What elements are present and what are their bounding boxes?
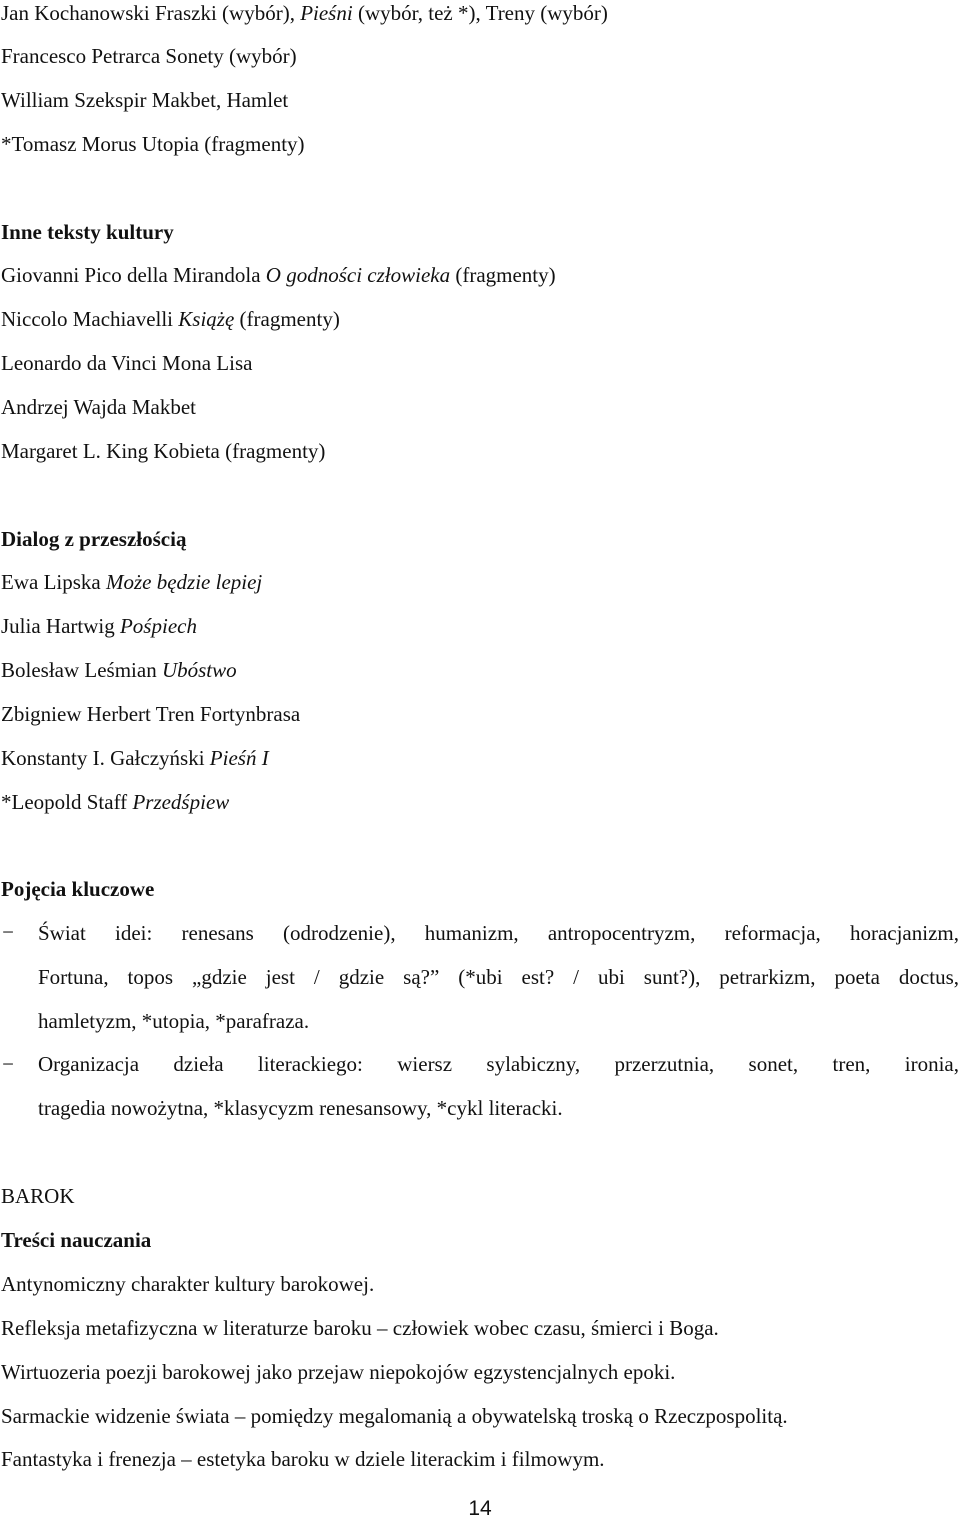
reading-galczynski: Konstanty I. Gałczyński Pieśń I	[1, 746, 269, 770]
concepts-world-of-ideas: Świat idei: renesans (odrodzenie), humanizm, antropocentryzm, reformacja, horacjanizm, Fortuna, topos „gdzie jest / gdzie są?” (*ubi est? / ubi sunt?), petrarkizm, poeta doctus, hamletyzm, *utopia, *parafraza.	[38, 921, 959, 1033]
page-number: 14	[468, 1497, 492, 1520]
content-item: Wirtuozeria poezji barokowej jako przejaw niepokojów egzystencjalnych epoki.	[1, 1360, 676, 1384]
section-heading-content: Treści nauczania	[1, 1228, 152, 1252]
reading-morus: *Tomasz Morus Utopia (fragmenty)	[1, 132, 305, 156]
reading-kochanowski: Jan Kochanowski Fraszki (wybór), Pieśni (wybór, też *), Treny (wybór)	[1, 1, 608, 25]
reading-petrarca: Francesco Petrarca Sonety (wybór)	[1, 44, 297, 68]
reading-wajda: Andrzej Wajda Makbet	[1, 395, 197, 419]
bullet-dash: −	[2, 920, 14, 944]
reading-herbert: Zbigniew Herbert Tren Fortynbrasa	[1, 702, 301, 726]
reading-staff: *Leopold Staff Przedśpiew	[1, 790, 230, 814]
bullet-dash: −	[2, 1052, 14, 1076]
reading-king: Margaret L. King Kobieta (fragmenty)	[1, 439, 326, 463]
section-heading-key-concepts: Pojęcia kluczowe	[1, 877, 155, 901]
section-heading-culture: Inne teksty kultury	[1, 220, 174, 244]
reading-lesmian: Bolesław Leśmian Ubóstwo	[1, 658, 237, 682]
reading-leonardo: Leonardo da Vinci Mona Lisa	[1, 351, 253, 375]
reading-pico: Giovanni Pico della Mirandola O godności człowieka (fragmenty)	[1, 263, 556, 287]
content-item: Sarmackie widzenie świata – pomiędzy megalomanią a obywatelską troską o Rzeczpospolitą.	[1, 1404, 788, 1428]
era-title-baroque: BAROK	[1, 1184, 75, 1208]
reading-lipska: Ewa Lipska Może będzie lepiej	[1, 570, 263, 594]
reading-machiavelli: Niccolo Machiavelli Książę (fragmenty)	[1, 307, 340, 331]
section-heading-dialog: Dialog z przeszłością	[1, 527, 187, 551]
content-item: Antynomiczny charakter kultury barokowej.	[1, 1272, 375, 1296]
content-item: Fantastyka i frenezja – estetyka baroku w dziele literackim i filmowym.	[1, 1447, 605, 1471]
concepts-literary-organization: Organizacja dzieła literackiego: wiersz sylabiczny, przerzutnia, sonet, tren, ironia, tragedia nowożytna, *klasycyzm renesansowy, *cykl literacki.	[38, 1052, 959, 1120]
reading-hartwig: Julia Hartwig Pośpiech	[1, 614, 197, 638]
reading-szekspir: William Szekspir Makbet, Hamlet	[1, 88, 289, 112]
content-item: Refleksja metafizyczna w literaturze baroku – człowiek wobec czasu, śmierci i Boga.	[1, 1316, 719, 1340]
